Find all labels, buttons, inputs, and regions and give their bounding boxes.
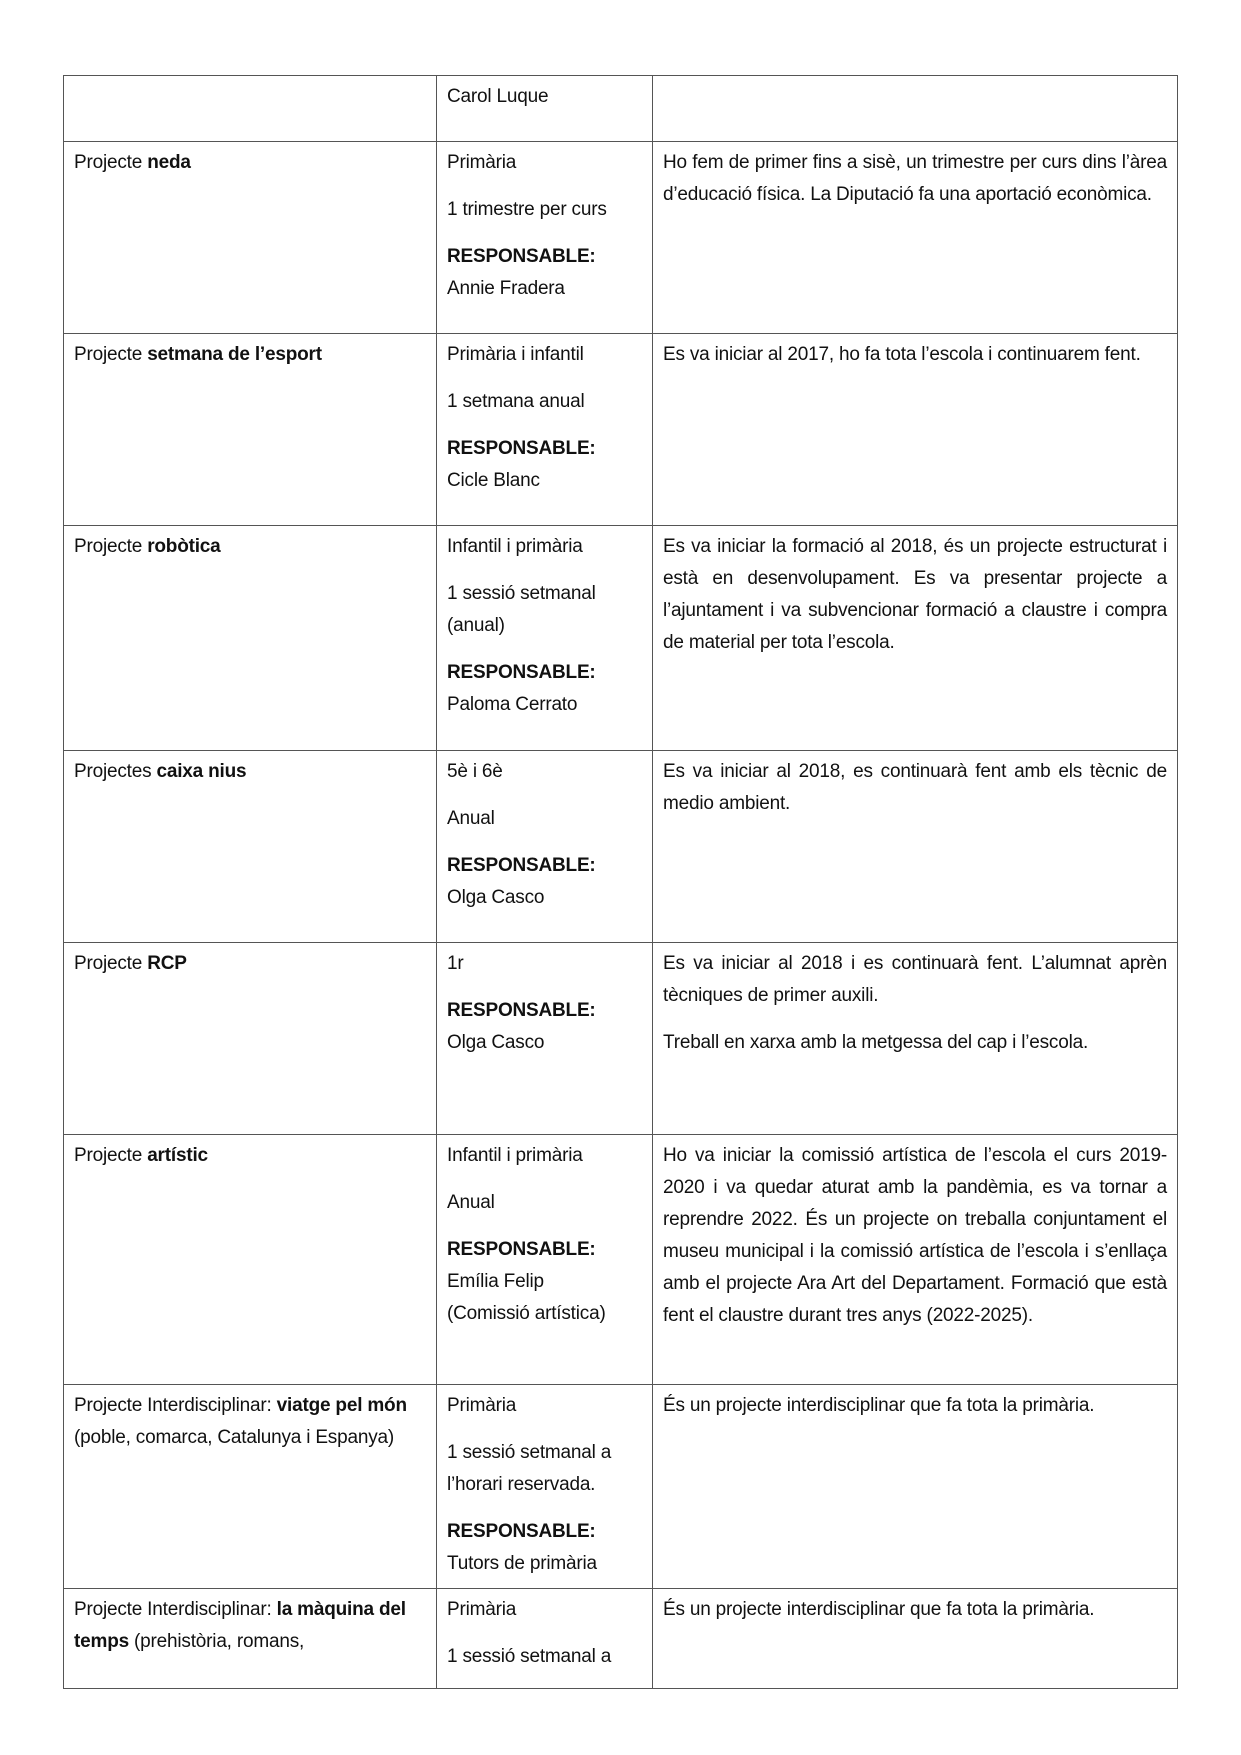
project-name-prefix: Projecte	[74, 536, 148, 557]
scope-cell	[437, 1385, 653, 1589]
table-row	[64, 76, 1178, 142]
description-paragraph: Es va iniciar la formació al 2018, és un projecte estructurat i està en desenvolupament. Es va presentar projecte a l’ajuntament i va subvencionar formació a claustre i compra de material per tota l’escola.	[663, 536, 1167, 653]
scope-text: Primària	[447, 152, 517, 173]
project-name-prefix: Projecte Interdisciplinar:	[74, 1599, 277, 1620]
project-name-bold: RCP	[147, 953, 187, 974]
project-name-bold: artístic	[147, 1145, 208, 1166]
description-cell	[653, 943, 1178, 1135]
responsible-label: RESPONSABLE:	[447, 662, 596, 683]
project-name-prefix: Projecte	[74, 152, 148, 173]
table-row	[64, 526, 1178, 751]
project-name-bold: robòtica	[147, 536, 221, 557]
project-name-prefix: Projecte	[74, 1145, 148, 1166]
description-cell	[653, 751, 1178, 943]
responsible-name: Emília Felip	[447, 1271, 544, 1292]
scope-cell	[437, 76, 653, 142]
responsible-name: Tutors de primària	[447, 1553, 597, 1574]
project-name-cell	[64, 751, 437, 943]
description-cell	[653, 142, 1178, 334]
scope-text: Infantil i primària	[447, 536, 583, 557]
project-name-bold: neda	[147, 152, 191, 173]
project-name-suffix: (prehistòria, romans,	[128, 1631, 305, 1652]
project-name-cell	[64, 943, 437, 1135]
description-paragraph: Es va iniciar al 2017, ho fa tota l’escola i continuarem fent.	[663, 344, 1141, 365]
responsible-block	[447, 850, 642, 914]
responsible-block	[447, 1234, 642, 1330]
projects-table	[63, 75, 1178, 1689]
scope-cell	[437, 1135, 653, 1385]
responsible-block	[447, 1516, 642, 1580]
table-row	[64, 1135, 1178, 1385]
responsible-label: RESPONSABLE:	[447, 438, 596, 459]
project-name-cell	[64, 334, 437, 526]
scope-text: Primària	[447, 1395, 517, 1416]
description-cell	[653, 76, 1178, 142]
responsible-name: Cicle Blanc	[447, 470, 540, 491]
project-name-cell	[64, 526, 437, 751]
document-page	[63, 75, 1177, 1689]
responsible-name: Carol Luque	[447, 86, 549, 107]
table-row	[64, 334, 1178, 526]
project-name-bold: setmana de l’esport	[147, 344, 322, 365]
project-name-cell	[64, 1135, 437, 1385]
responsible-label: RESPONSABLE:	[447, 1000, 596, 1021]
responsible-block	[447, 657, 642, 721]
description-paragraph: És un projecte interdisciplinar que fa tota la primària.	[663, 1395, 1095, 1416]
responsible-name: Paloma Cerrato	[447, 694, 578, 715]
description-paragraph: Es va iniciar al 2018 i es continuarà fent. L’alumnat aprèn tècniques de primer auxili.	[663, 953, 1167, 1006]
responsible-label: RESPONSABLE:	[447, 855, 596, 876]
scope-text: Primària i infantil	[447, 344, 584, 365]
scope-cell	[437, 142, 653, 334]
scope-text: 1 trimestre per curs	[447, 199, 607, 220]
description-cell	[653, 1385, 1178, 1589]
responsible-label: RESPONSABLE:	[447, 1239, 596, 1260]
scope-text: 1r	[447, 953, 464, 974]
project-name-prefix: Projecte Interdisciplinar:	[74, 1395, 277, 1416]
project-name-prefix: Projectes	[74, 761, 157, 782]
scope-cell	[437, 751, 653, 943]
project-name-prefix: Projecte	[74, 953, 148, 974]
responsible-block	[447, 995, 642, 1059]
description-cell	[653, 1135, 1178, 1385]
responsible-label: RESPONSABLE:	[447, 246, 596, 267]
project-name-bold: la màquina del temps	[74, 1599, 406, 1652]
responsible-name: Olga Casco	[447, 887, 545, 908]
table-row	[64, 943, 1178, 1135]
scope-text: 1 sessió setmanal (anual)	[447, 583, 596, 636]
description-paragraph: Es va iniciar al 2018, es continuarà fent amb els tècnic de medio ambient.	[663, 761, 1167, 814]
project-name-suffix: (poble, comarca, Catalunya i Espanya)	[74, 1427, 394, 1448]
responsible-block	[447, 81, 642, 113]
projects-table-body	[64, 76, 1178, 1689]
project-name-cell	[64, 1589, 437, 1689]
scope-cell	[437, 334, 653, 526]
responsible-block	[447, 241, 642, 305]
project-name-prefix: Projecte	[74, 344, 148, 365]
responsible-name: Annie Fradera	[447, 278, 565, 299]
table-row	[64, 142, 1178, 334]
responsible-name: (Comissió artística)	[447, 1303, 606, 1324]
responsible-block	[447, 433, 642, 497]
project-name-cell	[64, 1385, 437, 1589]
table-row	[64, 1385, 1178, 1589]
project-name-bold: viatge pel món	[276, 1395, 407, 1416]
table-row	[64, 1589, 1178, 1689]
scope-text: Primària	[447, 1599, 517, 1620]
scope-text: Anual	[447, 808, 495, 829]
responsible-name: Olga Casco	[447, 1032, 545, 1053]
description-cell	[653, 334, 1178, 526]
description-paragraph: Ho va iniciar la comissió artística de l’escola el curs 2019-2020 i va quedar aturat amb la pandèmia, es va tornar a reprendre 2022. És un projecte on treballa conjuntament el museu municipal i la comissió artística de l’escola i s’enllaça amb el projecte Ara Art del Departament. Formació que està fent el claustre durant tres anys (2022-2025).	[663, 1145, 1167, 1326]
project-name-cell	[64, 142, 437, 334]
scope-text: 1 sessió setmanal a	[447, 1646, 612, 1667]
scope-cell	[437, 1589, 653, 1689]
project-name-cell	[64, 76, 437, 142]
scope-text: 5è i 6è	[447, 761, 503, 782]
description-paragraph: Ho fem de primer fins a sisè, un trimestre per curs dins l’àrea d’educació física. La Diputació fa una aportació econòmica.	[663, 152, 1167, 205]
description-cell	[653, 526, 1178, 751]
description-cell	[653, 1589, 1178, 1689]
scope-cell	[437, 943, 653, 1135]
scope-text: 1 setmana anual	[447, 391, 585, 412]
project-name-bold: caixa nius	[156, 761, 247, 782]
description-paragraph: Treball en xarxa amb la metgessa del cap i l’escola.	[663, 1032, 1089, 1053]
table-row	[64, 751, 1178, 943]
responsible-label: RESPONSABLE:	[447, 1521, 596, 1542]
scope-text: Anual	[447, 1192, 495, 1213]
description-paragraph: És un projecte interdisciplinar que fa tota la primària.	[663, 1599, 1095, 1620]
scope-text: Infantil i primària	[447, 1145, 583, 1166]
scope-cell	[437, 526, 653, 751]
scope-text: 1 sessió setmanal a l’horari reservada.	[447, 1442, 612, 1495]
